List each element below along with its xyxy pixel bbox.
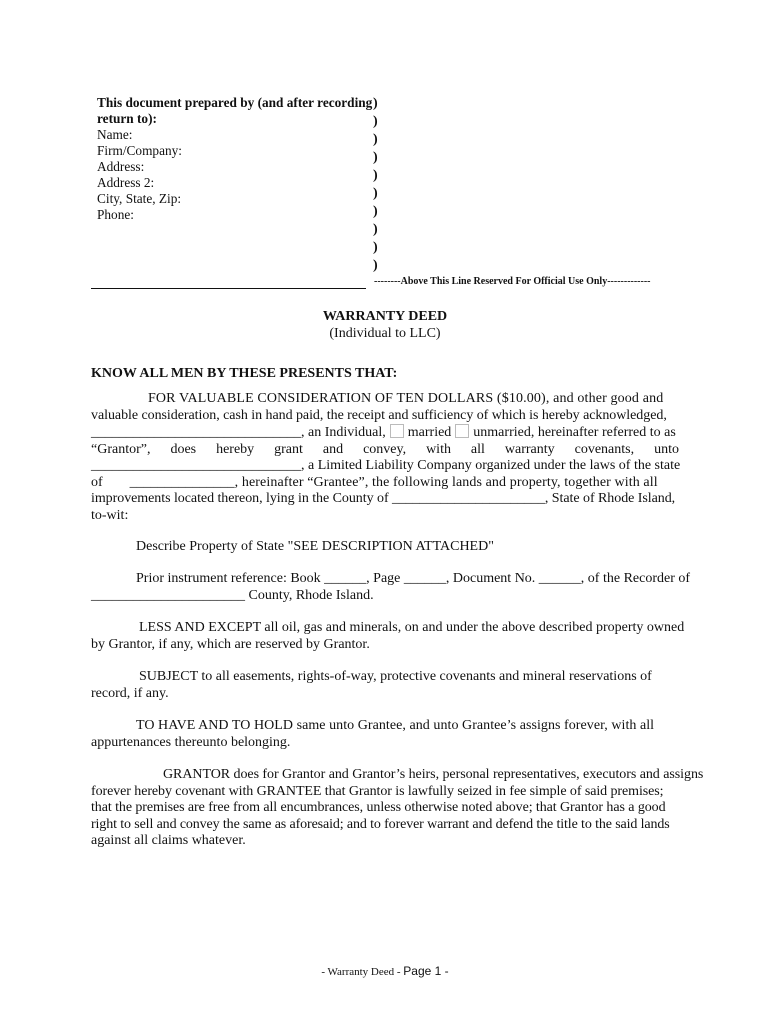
know-all-heading: KNOW ALL MEN BY THESE PRESENTS THAT: [91,366,398,381]
habendum-paragraph [91,718,679,751]
word: with [426,441,451,457]
habendum-line: TO HAVE AND TO HOLD same unto Grantee, and unto Grantee’s assigns forever, with all [136,718,655,733]
paren: ) [373,258,378,273]
grantee-name-blank[interactable]: ______________________________ [91,458,301,473]
preparer-heading-line1: This document prepared by (and after recording [97,95,373,110]
unmarried-label: unmarried, hereinafter referred to as [473,425,676,440]
document-title: WARRANTY DEED [322,309,448,324]
prior-line: Prior instrument reference: Book ______, Page ______, Document No. ______, of the Recorder of [136,571,691,586]
paren: ) [373,222,378,237]
preparer-heading-line2: return to): [97,111,157,126]
covenant-line: right to sell and convey the same as aforesaid; and to forever warrant and defend the title to the said lands [91,816,670,832]
consideration-line: to-wit: [91,507,129,523]
page-footer [0,964,770,978]
paren: ) [373,132,378,147]
unmarried-checkbox[interactable] [455,424,469,438]
llc-text: , a Limited Liability Company organized under the laws of the state [301,458,681,473]
subject-line: SUBJECT to all easements, rights-of-way, protective covenants and mineral reservations of [139,669,652,684]
less-except-line: by Grantor, if any, which are reserved by Grantor. [91,636,370,652]
grantor-name-blank[interactable]: ______________________________ [91,425,301,440]
recording-paren-column [373,95,378,275]
preparer-address-field: Address: [97,159,145,174]
paren: ) [373,186,378,201]
word: all [470,441,485,457]
word: warranty [504,441,555,457]
consideration-line [91,475,679,492]
consideration-line: valuable consideration, cash in hand paid, the receipt and sufficiency of which is hereby acknowledged, [91,407,667,423]
grantee-text: , hereinafter “Grantee”, the following lands and property, together with all [234,474,658,490]
covenant-line: that the premises are free from all encumbrances, unless otherwise noted above; that Grantor has a good [91,800,666,815]
covenant-line: against all claims whatever. [91,833,246,848]
preparer-firm-field: Firm/Company: [97,143,182,158]
word: hereby [216,441,255,457]
consideration-line [91,424,679,442]
recording-divider-line [91,288,366,289]
prior-line: ______________________ County, Rhode Island. [91,587,374,603]
of-word: of [91,474,103,490]
covenant-line: GRANTOR does for Grantor and Grantor’s heirs, personal representatives, executors and assigns [163,767,704,782]
word: convey, [363,441,407,457]
word: does [170,441,197,457]
paren: ) [373,240,378,255]
preparer-address2-field: Address 2: [97,175,155,190]
individual-text: , an Individual, [301,425,386,440]
consideration-line: FOR VALUABLE CONSIDERATION OF TEN DOLLARS ($10.00), and other good and [148,391,664,406]
word: covenants, [574,441,635,457]
consideration-line: improvements located thereon, lying in the County of ______________________, State of Rhode Island, [91,491,676,506]
describe-property: Describe Property of State "SEE DESCRIPTION ATTACHED" [136,539,494,554]
consideration-line [91,442,679,459]
covenant-line: forever hereby covenant with GRANTEE that Grantor is lawfully seized in fee simple of said premises; [91,783,664,799]
preparer-city-field: City, State, Zip: [97,191,182,206]
footer-doc-name: - Warranty Deed - [321,966,401,978]
preparer-name-field: Name: [97,127,133,142]
consideration-paragraph [91,391,679,524]
less-except-line: LESS AND EXCEPT all oil, gas and minerals, on and under the above described property owned [139,620,685,635]
state-blank[interactable]: _______________ [129,474,235,490]
word: “Grantor”, [91,441,151,457]
word: and [322,441,344,457]
preparer-phone-field: Phone: [97,207,134,222]
word: unto [654,441,679,457]
official-use-notice: --------Above This Line Reserved For Official Use Only------------- [374,276,651,287]
paren: ) [373,150,378,165]
habendum-line: appurtenances thereunto belonging. [91,734,291,750]
document-subtitle: (Individual to LLC) [329,326,441,341]
paren: ) [373,204,378,219]
paren: ) [373,114,378,129]
word: grant [274,441,303,457]
footer-page-number: Page 1 - [403,964,449,978]
paren: ) [373,168,378,183]
prior-instrument-paragraph [91,571,691,604]
preparer-block [97,95,372,223]
subject-paragraph [91,669,679,702]
grantor-covenant-paragraph [91,767,704,850]
less-except-paragraph [91,620,685,653]
subject-line: record, if any. [91,685,169,701]
married-label: married [407,425,452,440]
married-checkbox[interactable] [390,424,404,438]
paren: ) [373,96,378,111]
consideration-line [91,458,679,475]
